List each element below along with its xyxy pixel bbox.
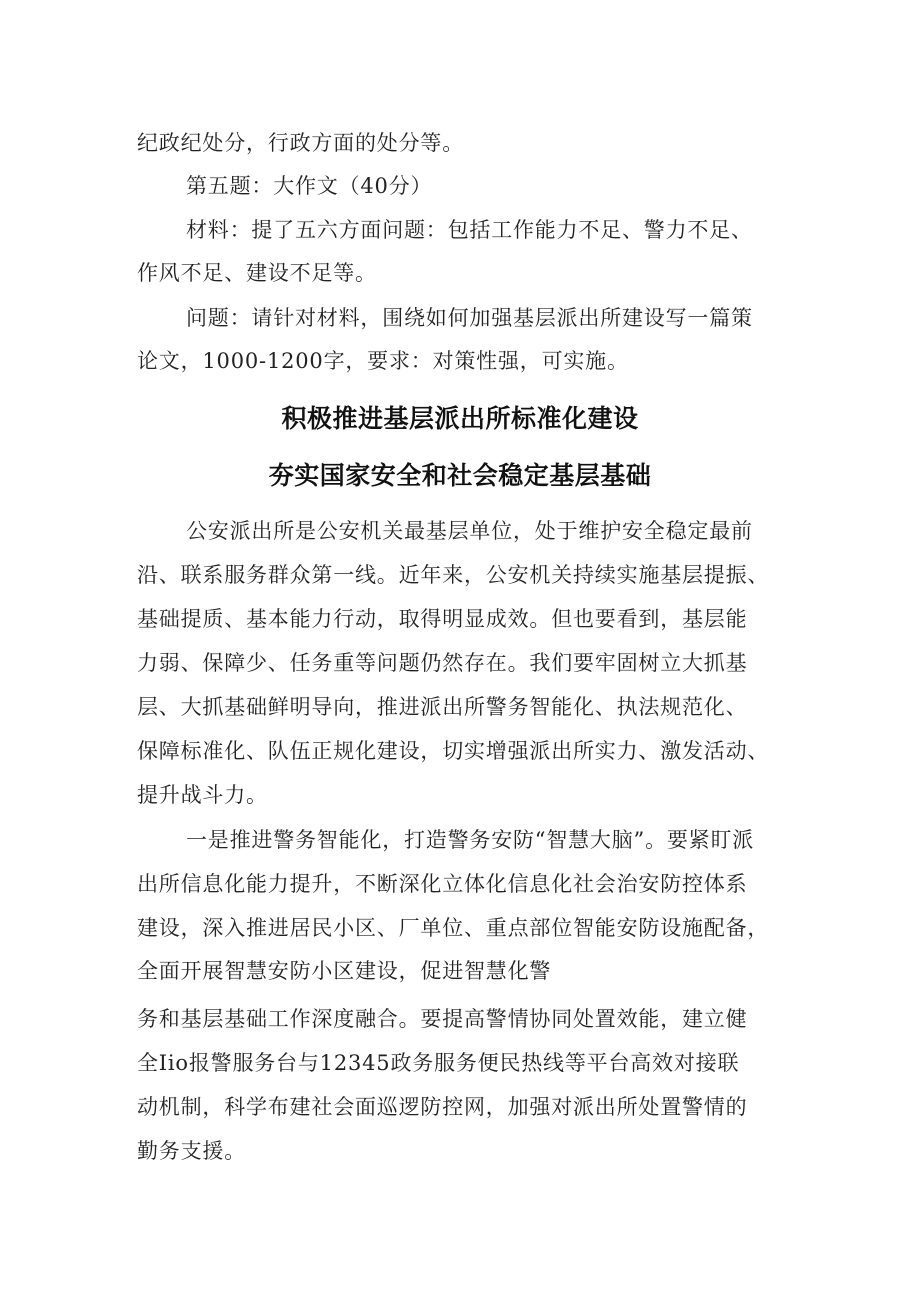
paragraph-2-line: 务和基层基础工作深度融合。要提高警情协同处置效能，建立健 bbox=[137, 1007, 748, 1031]
paragraph-1-line: 沿、联系服务群众第一线。近年来，公安机关持续实施基层提振、 bbox=[137, 563, 770, 587]
paragraph-1-line: 力弱、保障少、任务重等问题仍然存在。我们要牢固树立大抓基 bbox=[137, 651, 748, 675]
paragraph-2-line: 全面开展智慧安防小区建设，促进智慧化警 bbox=[137, 959, 552, 983]
paragraph-1-line: 基础提质、基本能力行动，取得明显成效。但也要看到，基层能 bbox=[137, 607, 748, 631]
paragraph-2-line: 建设，深入推进居民小区、厂单位、重点部位智能安防设施配备， bbox=[137, 916, 770, 940]
intro-line: 纪政纪处分，行政方面的处分等。 bbox=[137, 131, 464, 155]
paragraph-1-line: 层、大抓基础鲜明导向，推进派出所警务智能化、执法规范化、 bbox=[137, 695, 748, 719]
paragraph-1-line: 保障标准化、队伍正规化建设，切实增强派出所实力、激发活动、 bbox=[137, 739, 770, 763]
question-five-heading: 第五题：大作文（40分） bbox=[186, 174, 433, 198]
material-line: 材料：提了五六方面问题：包括工作能力不足、警力不足、 bbox=[186, 218, 753, 242]
paragraph-2-line: 全Iio报警服务台与12345政务服务便民热线等平台高效对接联 bbox=[137, 1051, 740, 1075]
paragraph-2-line: 勤务支援。 bbox=[137, 1139, 246, 1163]
paragraph-1-line: 提升战斗力。 bbox=[137, 783, 268, 807]
paragraph-2-line: 出所信息化能力提升，不断深化立体化信息化社会治安防控体系 bbox=[137, 872, 748, 896]
question-line-continued: 论文，1000-1200字，要求：对策性强，可实施。 bbox=[137, 349, 629, 373]
essay-title-line-1: 积极推进基层派出所标准化建设 bbox=[281, 404, 639, 433]
paragraph-2-line: 动机制，科学布建社会面巡逻防控网，加强对派出所处置警情的 bbox=[137, 1095, 748, 1119]
essay-title-line-2: 夯实国家安全和社会稳定基层基础 bbox=[268, 461, 652, 490]
paragraph-1-line: 公安派出所是公安机关最基层单位，处于维护安全稳定最前 bbox=[186, 519, 753, 543]
paragraph-2-line: 一是推进警务智能化，打造警务安防“智慧大脑”。要紧盯派 bbox=[186, 828, 755, 852]
material-line-continued: 作风不足、建设不足等。 bbox=[137, 261, 377, 285]
question-line: 问题：请针对材料，围绕如何加强基层派出所建设写一篇策 bbox=[186, 306, 753, 330]
